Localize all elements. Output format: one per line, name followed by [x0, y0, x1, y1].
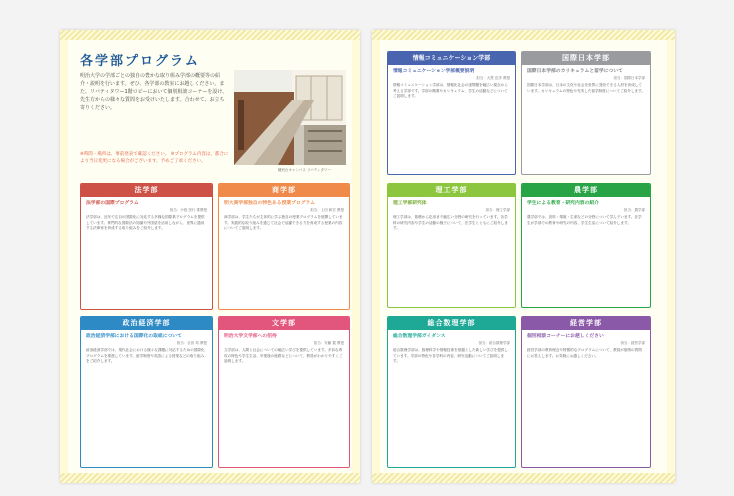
card-letters	[218, 316, 350, 468]
card-global-japan-text: 国際日本学部は、日本の文化や社会を世界に発信できる人材を育成しています。カリキュラムの特色や充実した留学制度についてご紹介します。	[527, 83, 645, 93]
page-title: 各学部プログラム	[80, 54, 200, 69]
card-commerce-text: 商学部は、学生たちが主体的に学ぶ独自の授業プログラムを展開しています。実践的な取り組みを通じて社会で活躍できる力を育成する授業の内容についてご説明します。	[224, 215, 343, 231]
card-global-japan-header: 国際日本学部	[522, 52, 650, 65]
card-commerce-header: 商学部	[219, 184, 349, 197]
card-law-header: 法学部	[81, 184, 212, 197]
card-politics	[80, 316, 213, 468]
card-letters-by: 担当：安藤 寛 教授	[313, 341, 344, 345]
card-commerce-subtitle: 明大商学部独自の特色ある授業プログラム	[224, 201, 316, 206]
card-science-header: 理工学部	[388, 184, 515, 197]
card-law-by: 担当：小島 崇行 准教授	[169, 208, 207, 212]
card-infocomm-header: 情報コミュニケーション学部	[388, 52, 515, 65]
card-infocomm-subtitle: 情報コミュニケーション学部概要説明	[393, 69, 475, 74]
card-agriculture	[521, 183, 651, 308]
intro-text: 明治大学の学部ごとの独自の豊かな取り組み学部の概要等の紹介・説明を行います。ぜひ、各学部の教室にお越しください。また、リバティタワー1階ロビーにおいて個別相談コーナーを設け、先生方からの様々な質問をお受けいたします。合わせて、お立ち寄りください。	[80, 73, 228, 111]
card-science	[387, 183, 516, 308]
card-business-header: 経営学部	[522, 317, 650, 330]
card-business	[521, 316, 651, 468]
card-math-science	[387, 316, 516, 468]
card-business-text: 経営学部の教育理念や特徴的なプログラムについて、教員が個別の質問にお答えします。お気軽にお越しください。	[527, 348, 642, 358]
card-science-subtitle: 理工学部研究体	[393, 201, 427, 206]
card-infocomm-by: 担当：大黒 岳彦 教授	[476, 76, 510, 80]
card-global-japan	[521, 51, 651, 175]
photo-caption: 駿河台キャンパス リバティタワー	[278, 168, 331, 172]
card-agriculture-text: 農学部では、食料・環境・生命などの分野について学んでいます。在学生が学部での教育や研究の内容、学生生活について紹介します。	[527, 215, 642, 225]
card-business-subtitle: 個別相談コーナーにお越しください	[527, 334, 604, 339]
card-politics-header: 政治経済学部	[81, 317, 212, 330]
card-politics-text: 政治経済学部では、現代社会における様々な課題に対応するための国際化プログラムを推進しています。留学制度や英語による授業などの取り組みをご紹介します。	[86, 348, 205, 364]
card-politics-by: 担当：吉田 均 教授	[176, 341, 207, 345]
card-math-science-header: 総合数理学部	[388, 317, 515, 330]
card-infocomm	[387, 51, 516, 175]
card-commerce	[218, 183, 350, 310]
card-letters-header: 文学部	[219, 317, 349, 330]
card-math-science-by: 担当：総合数理学部	[478, 341, 510, 345]
card-agriculture-subtitle: 学生による教育・研究内容の紹介	[527, 201, 599, 206]
card-global-japan-by: 担当：国際日本学部	[613, 76, 645, 80]
card-law-subtitle: 法学部の国際プログラム	[86, 201, 139, 206]
card-agriculture-header: 農学部	[522, 184, 650, 197]
card-math-science-subtitle: 総合数理学部ガイダンス	[393, 334, 446, 339]
card-law	[80, 183, 213, 310]
notes-text: ※時間・場所は、事前発表で確認ください。 ※プログラム内容は、都合により当日変更になる場合がございます。予めご了承ください。	[80, 152, 229, 164]
campus-photo	[234, 70, 346, 165]
card-science-text: 理工学部は、基礎から応用まで幅広い分野の研究を行っています。各学科の研究内容や学生の活動の様子について、在学生とともにご紹介します。	[393, 215, 508, 231]
card-global-japan-subtitle: 国際日本学部のカリキュラムと留学について	[527, 69, 623, 74]
card-science-by: 担当：理工学部	[485, 208, 510, 212]
card-letters-text: 文学部は、人間と社会についての幅広い学びを提供しています。多彩な専攻の特色や学生生活、卒業後の進路などについて、教員がわかりやすくご説明します。	[224, 348, 343, 364]
card-law-text: 法学部は、近年で注目の国際化に対応する多様な国際系プログラムを提供しています。専門的な国際法の知識や外国語を活用しながら、世界に通用する法律家を育成する取り組みをご紹介します。	[86, 215, 205, 231]
card-letters-subtitle: 明治大学文学部への招待	[224, 334, 277, 339]
card-business-by: 担当：経営学部	[620, 341, 645, 345]
card-agriculture-by: 担当：農学部	[624, 208, 645, 212]
card-math-science-text: 総合数理学部は、数理科学や情報技術を基盤とした新しい学びを提供しています。学部の特色や各学科の内容、研究活動についてご説明します。	[393, 348, 508, 364]
card-commerce-by: 担当：上田 和宏 教授	[310, 208, 344, 212]
card-politics-subtitle: 政治経済学部における国際化の取組について	[86, 334, 182, 339]
card-infocomm-text: 情報コミュニケーション学部は、情報化社会の諸問題を幅広い視点から考える学部です。学部の概要やカリキュラム、学生の活動などについてご説明します。	[393, 83, 508, 99]
